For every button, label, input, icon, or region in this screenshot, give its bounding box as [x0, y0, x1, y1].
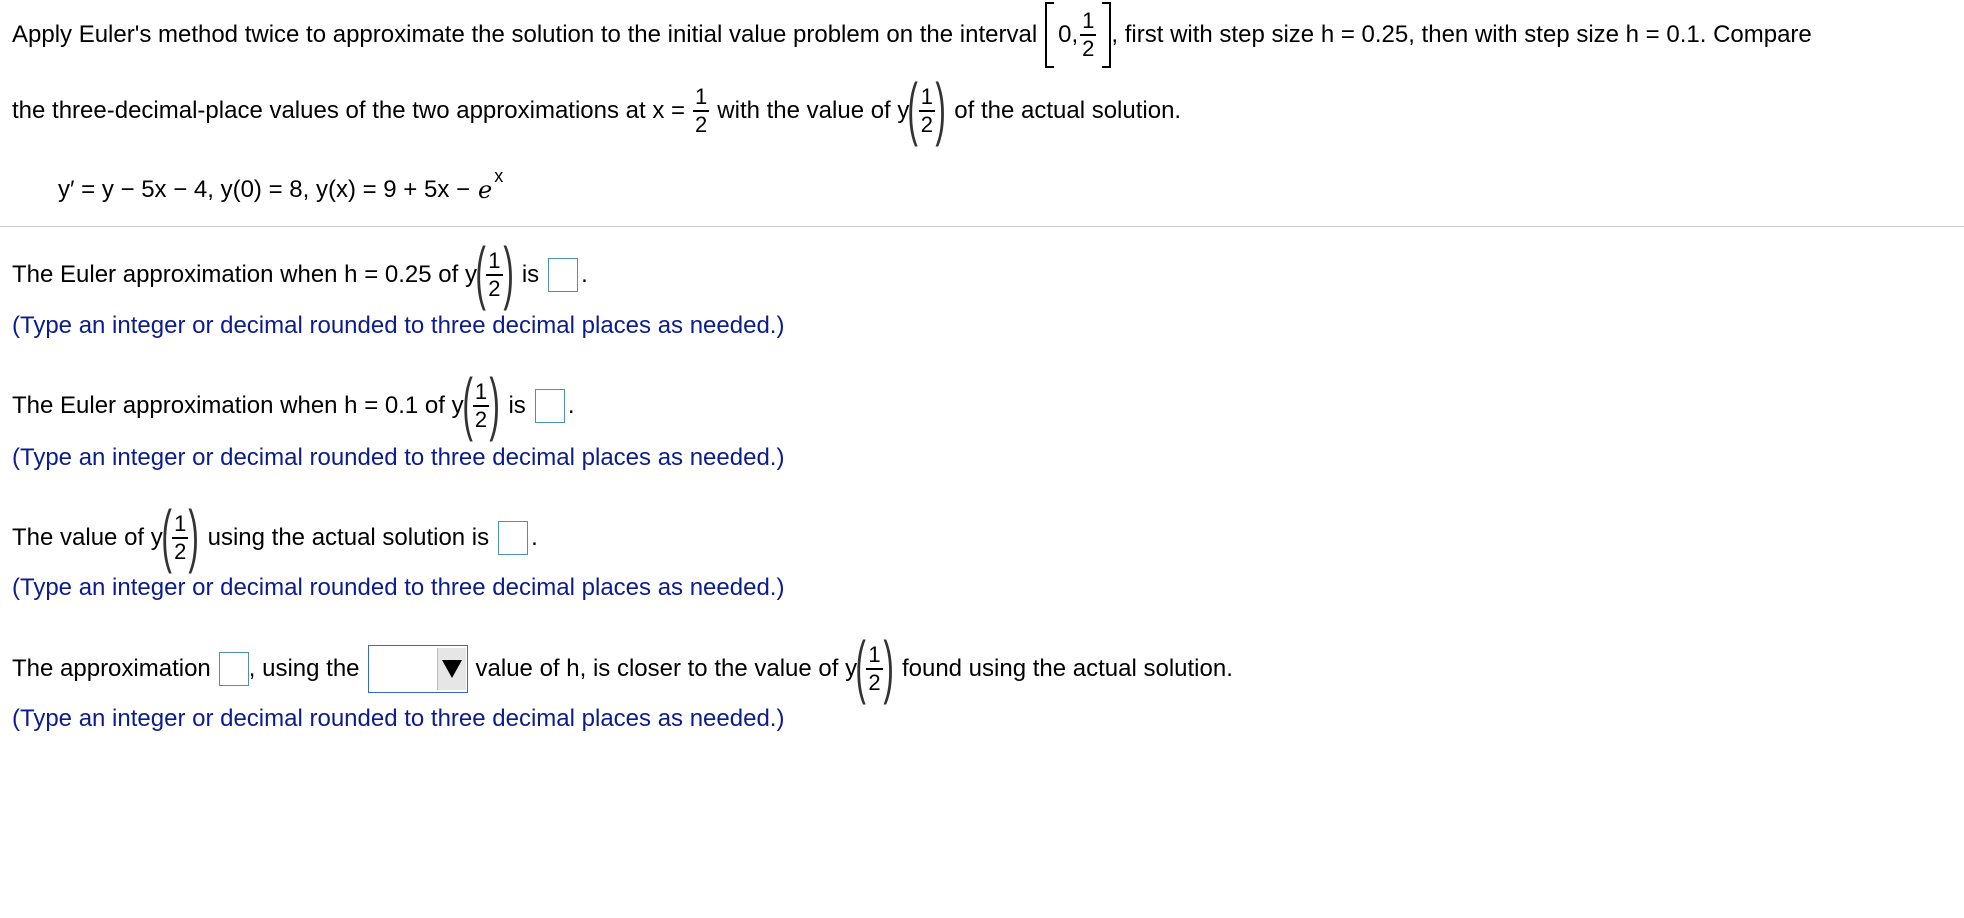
question-text: The approximation [12, 655, 211, 682]
fraction-numerator: 1 [868, 642, 881, 667]
problem-text: Apply Euler's method twice to approximate the solution to the initial value problem on the interval [12, 21, 1038, 48]
interval-end-fraction [1080, 10, 1096, 60]
right-paren: ) [188, 496, 200, 574]
problem-text: with the value of y [717, 97, 910, 124]
fraction-numerator: 1 [695, 84, 708, 109]
fraction-denominator: 2 [920, 112, 933, 137]
question-text: using the actual solution is [207, 524, 490, 551]
equation [58, 165, 504, 204]
left-paren: ( [161, 496, 172, 574]
arg-fraction [866, 644, 882, 694]
hint-text: (Type an integer or decimal rounded to three decimal places as needed.) [12, 312, 785, 339]
problem-text: , first with step size h = 0.25, then with step size h = 0.1. Compare [1111, 21, 1812, 48]
right-paren: ) [502, 233, 514, 311]
question-1 [12, 233, 588, 311]
euler-e: e [478, 176, 493, 204]
fraction-denominator: 2 [868, 670, 881, 695]
question-2 [12, 364, 575, 442]
question-4 [12, 627, 1233, 705]
left-paren: ( [855, 627, 866, 705]
hint-text: (Type an integer or decimal rounded to three decimal places as needed.) [12, 444, 785, 471]
question-text: , using the [248, 655, 360, 682]
left-paren: ( [907, 69, 919, 147]
right-paren: ) [935, 69, 946, 147]
exponent: x [494, 165, 504, 186]
interval-left-bracket [1045, 2, 1054, 68]
fraction-denominator: 2 [488, 276, 501, 301]
fraction-numerator: 1 [174, 511, 187, 536]
question-text: The Euler approximation when h = 0.1 of y [12, 392, 464, 419]
interval-right-bracket [1102, 2, 1111, 68]
question-text: is [508, 392, 526, 419]
answer-input-actual[interactable] [498, 521, 528, 555]
problem-line-1 [12, 2, 1812, 68]
hint-text: (Type an integer or decimal rounded to three decimal places as needed.) [12, 574, 785, 601]
question-text: is [521, 261, 540, 288]
question-text: value of h, is closer to the value of y [475, 655, 858, 682]
left-paren: ( [462, 364, 473, 442]
fraction-numerator: 1 [474, 379, 488, 404]
left-paren: ( [475, 233, 486, 311]
equation-text: y′ = y − 5x − 4, y(0) = 8, y(x) = 9 + 5x − [58, 176, 471, 203]
hint-text: (Type an integer or decimal rounded to three decimal places as needed.) [12, 705, 785, 732]
fraction-numerator: 1 [488, 248, 501, 273]
right-paren: ) [883, 627, 894, 705]
answer-input-h025[interactable] [548, 258, 578, 292]
right-paren: ) [489, 364, 501, 442]
question-text: found using the actual solution. [901, 655, 1233, 682]
problem-text: the three-decimal-place values of the two approximations at x = [12, 97, 686, 124]
arg-fraction [473, 381, 489, 431]
problem-line-2 [12, 69, 1182, 147]
fraction-numerator: 1 [1082, 8, 1095, 33]
fraction-denominator: 2 [1082, 36, 1095, 61]
fraction-numerator: 1 [920, 84, 933, 109]
answer-input-closer-approx[interactable] [219, 652, 249, 686]
fraction-denominator: 2 [174, 539, 187, 564]
question-text: The Euler approximation when h = 0.25 of y [12, 261, 477, 288]
period: . [567, 392, 575, 419]
fraction-denominator: 2 [695, 112, 708, 137]
arg-fraction [919, 86, 935, 136]
period: . [531, 524, 538, 551]
step-size-dropdown[interactable] [368, 645, 468, 693]
divider [0, 226, 1964, 227]
answer-input-h01[interactable] [535, 389, 565, 423]
period: . [581, 261, 588, 288]
problem-text: of the actual solution. [954, 97, 1182, 124]
x-value-fraction [693, 86, 709, 136]
question-3 [12, 496, 538, 574]
dropdown-arrow-icon[interactable] [437, 648, 466, 690]
arg-fraction [486, 250, 502, 300]
question-text: The value of y [12, 524, 163, 551]
arg-fraction [172, 513, 188, 563]
interval-start: 0, [1058, 21, 1079, 48]
fraction-denominator: 2 [474, 407, 488, 432]
interval [1045, 2, 1111, 68]
